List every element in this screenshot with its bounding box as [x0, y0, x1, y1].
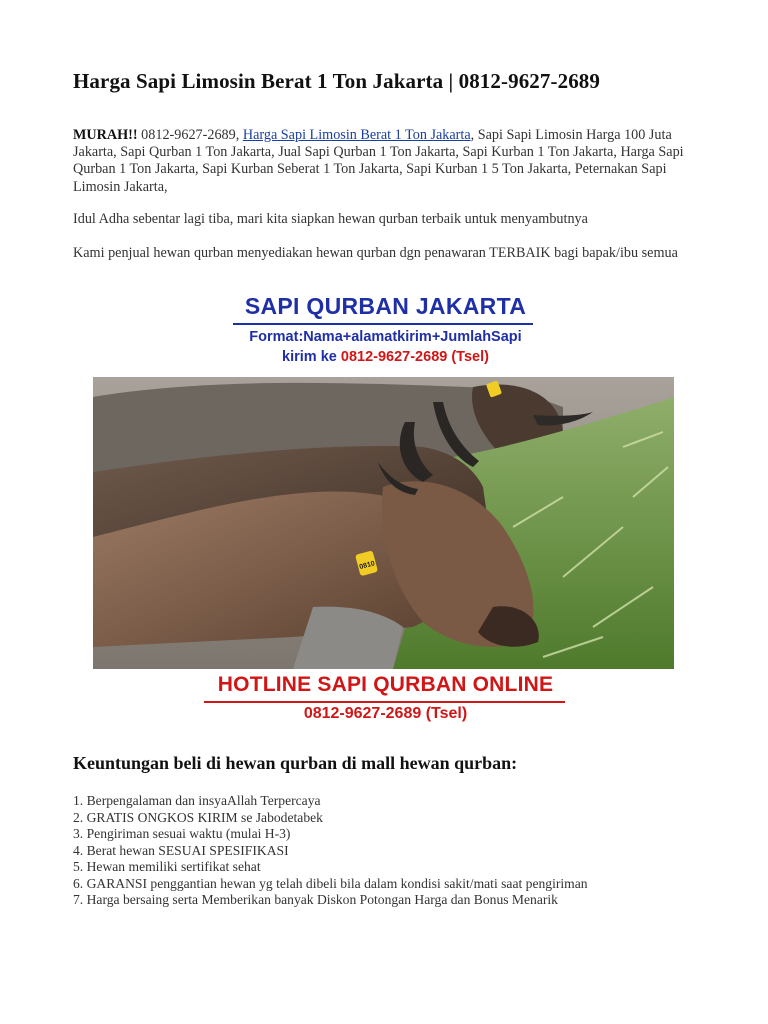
banner-kirim-prefix: kirim ke: [282, 349, 341, 365]
banner-format: Format:Nama+alamatkirim+JumlahSapi: [249, 329, 522, 345]
banner-title: SAPI QURBAN JAKARTA: [244, 293, 527, 319]
cattle-photo: [93, 377, 674, 669]
paragraph-penjual: Kami penjual hewan qurban menyediakan hewan qurban dgn penawaran TERBAIK bagi bapak/ibu semua: [73, 245, 678, 261]
banner-title-underline: [233, 323, 533, 325]
list-item: 1. Berpengalaman dan insyaAllah Terpercaya: [73, 793, 321, 808]
banner-hotline-underline: [204, 701, 565, 703]
list-item: 5. Hewan memiliki sertifikat sehat: [73, 859, 261, 874]
banner-kirim-phone: 0812-9627-2689 (Tsel): [340, 349, 489, 365]
benefits-heading: Keuntungan beli di hewan qurban di mall hewan qurban:: [73, 753, 518, 773]
page-title: Harga Sapi Limosin Berat 1 Ton Jakarta | 0812-9627-2689: [73, 69, 600, 93]
intro-rest: , Sapi Sapi Limosin Harga 100 Juta Jakarta, Sapi Qurban 1 Ton Jakarta, Jual Sapi Qurban 1 Ton Jakarta, Sapi Kurban 1 Ton Jakarta, Harga Sapi Qurban 1 Ton Jakarta, Sapi Kurban Seberat 1 Ton Jakarta, Sapi Kurban 1 5 Ton Jakarta, Peternakan Sapi Limosin Jakarta,: [73, 127, 684, 195]
list-item: 7. Harga bersaing serta Memberikan banyak Diskon Potongan Harga dan Bonus Menarik: [73, 892, 558, 907]
banner-kirim: [73, 349, 698, 365]
paragraph-idul-adha: Idul Adha sebentar lagi tiba, mari kita siapkan hewan qurban terbaik untuk menyambutnya: [73, 211, 588, 227]
list-item: 6. GARANSI penggantian hewan yg telah dibeli bila dalam kondisi sakit/mati saat pengiriman: [73, 875, 588, 891]
intro-bold: MURAH!!: [73, 127, 138, 143]
list-item: 3. Pengiriman sesuai waktu (mulai H-3): [73, 826, 291, 841]
list-item: 4. Berat hewan SESUAI SPESIFIKASI: [73, 842, 289, 858]
benefits-list: [73, 793, 588, 909]
intro-link[interactable]: Harga Sapi Limosin Berat 1 Ton Jakarta: [242, 127, 471, 143]
intro-paragraph: [73, 127, 698, 196]
ear-tag-number: 0810: [358, 560, 376, 572]
banner-hotline-phone: 0812-9627-2689 (Tsel): [303, 705, 468, 722]
banner-hotline: HOTLINE SAPI QURBAN ONLINE: [217, 673, 554, 696]
list-item: 2. GRATIS ONGKOS KIRIM se Jabodetabek: [73, 809, 323, 825]
intro-phone: 0812-9627-2689,: [137, 127, 243, 143]
